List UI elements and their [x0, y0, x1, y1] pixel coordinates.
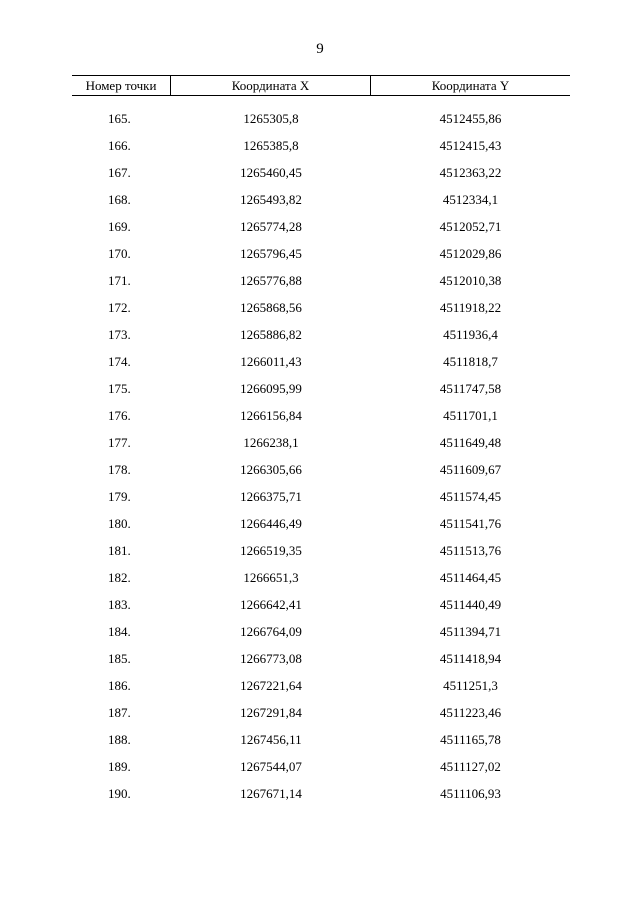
point-number-cell: 176. — [108, 408, 131, 423]
table-row — [72, 784, 570, 811]
table-body — [72, 109, 570, 811]
point-number-cell: 184. — [108, 624, 131, 639]
point-number-cell: 171. — [108, 273, 131, 288]
coordinate-x-cell: 1266519,35 — [240, 543, 302, 558]
point-number-cell: 167. — [108, 165, 131, 180]
coordinate-x-cell: 1265305,8 — [243, 111, 299, 126]
point-number-cell: 172. — [108, 300, 131, 315]
coordinate-x-cell: 1266305,66 — [240, 462, 302, 477]
coordinate-y-cell: 4511127,02 — [440, 759, 501, 774]
point-number-cell: 187. — [108, 705, 131, 720]
coordinate-x-cell: 1265774,28 — [240, 219, 302, 234]
table-row — [72, 514, 570, 541]
point-number-cell: 183. — [108, 597, 131, 612]
point-number-cell: 166. — [108, 138, 131, 153]
point-number-cell: 181. — [108, 543, 131, 558]
table-row — [72, 271, 570, 298]
header-coordinate-y: Координата Y — [431, 78, 510, 93]
table-row — [72, 325, 570, 352]
point-number-cell: 175. — [108, 381, 131, 396]
header-coordinate-x: Координата X — [171, 76, 371, 95]
table-row — [72, 649, 570, 676]
point-number-cell: 169. — [108, 219, 131, 234]
table-row — [72, 730, 570, 757]
coordinate-y-cell: 4512455,86 — [439, 111, 502, 126]
coordinate-x-cell: 1265493,82 — [240, 192, 302, 207]
coordinate-x-cell: 1265385,8 — [243, 138, 299, 153]
coordinate-y-cell: 4511818,7 — [443, 354, 498, 369]
coordinates-table — [72, 75, 570, 801]
table-row — [72, 406, 570, 433]
point-number-cell: 186. — [108, 678, 131, 693]
coordinate-y-cell: 4512415,43 — [439, 138, 502, 153]
point-number-cell: 188. — [108, 732, 131, 747]
coordinate-x-cell: 1267291,84 — [240, 705, 302, 720]
table-row — [72, 487, 570, 514]
table-row — [72, 757, 570, 784]
header-point-number: Номер точки — [72, 76, 171, 95]
coordinate-y-cell: 4512334,1 — [442, 192, 499, 207]
coordinate-x-cell: 1266764,09 — [240, 624, 302, 639]
coordinate-x-cell: 1267221,64 — [240, 678, 302, 693]
point-number-cell: 170. — [108, 246, 131, 261]
coordinate-x-cell: 1266651,3 — [243, 570, 299, 585]
table-row — [72, 460, 570, 487]
coordinate-y-cell: 4511165,78 — [440, 732, 501, 747]
coordinate-y-cell: 4511106,93 — [440, 786, 501, 801]
coordinate-x-cell: 1265886,82 — [240, 327, 302, 342]
table-row — [72, 541, 570, 568]
coordinate-y-cell: 4511251,3 — [443, 678, 498, 693]
table-row — [72, 109, 570, 136]
coordinate-x-cell: 1266011,43 — [240, 354, 302, 369]
table-row — [72, 190, 570, 217]
table-row — [72, 595, 570, 622]
coordinate-y-cell: 4511223,46 — [439, 705, 502, 720]
coordinate-x-cell: 1266095,99 — [240, 381, 302, 396]
coordinate-y-cell: 4511464,45 — [439, 570, 502, 585]
coordinate-x-cell: 1266773,08 — [240, 651, 302, 666]
table-header — [72, 75, 570, 96]
point-number-cell: 178. — [108, 462, 131, 477]
point-number-cell: 177. — [108, 435, 131, 450]
coordinate-y-cell: 4512029,86 — [439, 246, 502, 261]
table-row — [72, 433, 570, 460]
table-row — [72, 298, 570, 325]
point-number-cell: 189. — [108, 759, 131, 774]
coordinate-y-cell: 4511513,76 — [439, 543, 502, 558]
coordinate-y-cell: 4511936,4 — [443, 327, 498, 342]
point-number-cell: 185. — [108, 651, 131, 666]
table-row — [72, 352, 570, 379]
table-row — [72, 379, 570, 406]
coordinate-x-cell: 1265796,45 — [240, 246, 302, 261]
coordinate-x-cell: 1265868,56 — [240, 300, 302, 315]
coordinate-y-cell: 4512010,38 — [439, 273, 502, 288]
coordinate-x-cell: 1266156,84 — [240, 408, 302, 423]
point-number-cell: 180. — [108, 516, 131, 531]
coordinate-y-cell: 4511918,22 — [439, 300, 502, 315]
point-number-cell: 173. — [108, 327, 131, 342]
coordinate-y-cell: 4511394,71 — [439, 624, 502, 639]
table-row — [72, 217, 570, 244]
coordinate-y-cell: 4511747,58 — [439, 381, 502, 396]
coordinate-x-cell: 1267544,07 — [240, 759, 302, 774]
coordinate-y-cell: 4511541,76 — [439, 516, 502, 531]
table-row — [72, 622, 570, 649]
table-row — [72, 244, 570, 271]
point-number-cell: 174. — [108, 354, 131, 369]
point-number-cell: 182. — [108, 570, 131, 585]
coordinate-x-cell: 1266238,1 — [243, 435, 299, 450]
coordinate-y-cell: 4511649,48 — [439, 435, 502, 450]
table-row — [72, 136, 570, 163]
coordinate-y-cell: 4512052,71 — [439, 219, 502, 234]
coordinate-x-cell: 1267671,14 — [240, 786, 302, 801]
point-number-cell: 190. — [108, 786, 131, 801]
coordinate-y-cell: 4511701,1 — [443, 408, 498, 423]
point-number-cell: 168. — [108, 192, 131, 207]
coordinate-x-cell: 1265776,88 — [240, 273, 302, 288]
point-number-cell: 179. — [108, 489, 131, 504]
table-row — [72, 676, 570, 703]
point-number-cell: 165. — [108, 111, 131, 126]
coordinate-y-cell: 4511609,67 — [439, 462, 502, 477]
coordinate-y-cell: 4512363,22 — [439, 165, 502, 180]
coordinate-x-cell: 1266642,41 — [240, 597, 302, 612]
page-number: 9 — [316, 41, 324, 57]
table-row — [72, 568, 570, 595]
coordinate-y-cell: 4511440,49 — [439, 597, 502, 612]
coordinate-x-cell: 1265460,45 — [240, 165, 302, 180]
coordinate-x-cell: 1267456,11 — [240, 732, 302, 747]
coordinate-y-cell: 4511574,45 — [439, 489, 502, 504]
coordinate-y-cell: 4511418,94 — [439, 651, 502, 666]
coordinate-x-cell: 1266446,49 — [240, 516, 302, 531]
coordinate-x-cell: 1266375,71 — [240, 489, 302, 504]
table-row — [72, 163, 570, 190]
table-row — [72, 703, 570, 730]
